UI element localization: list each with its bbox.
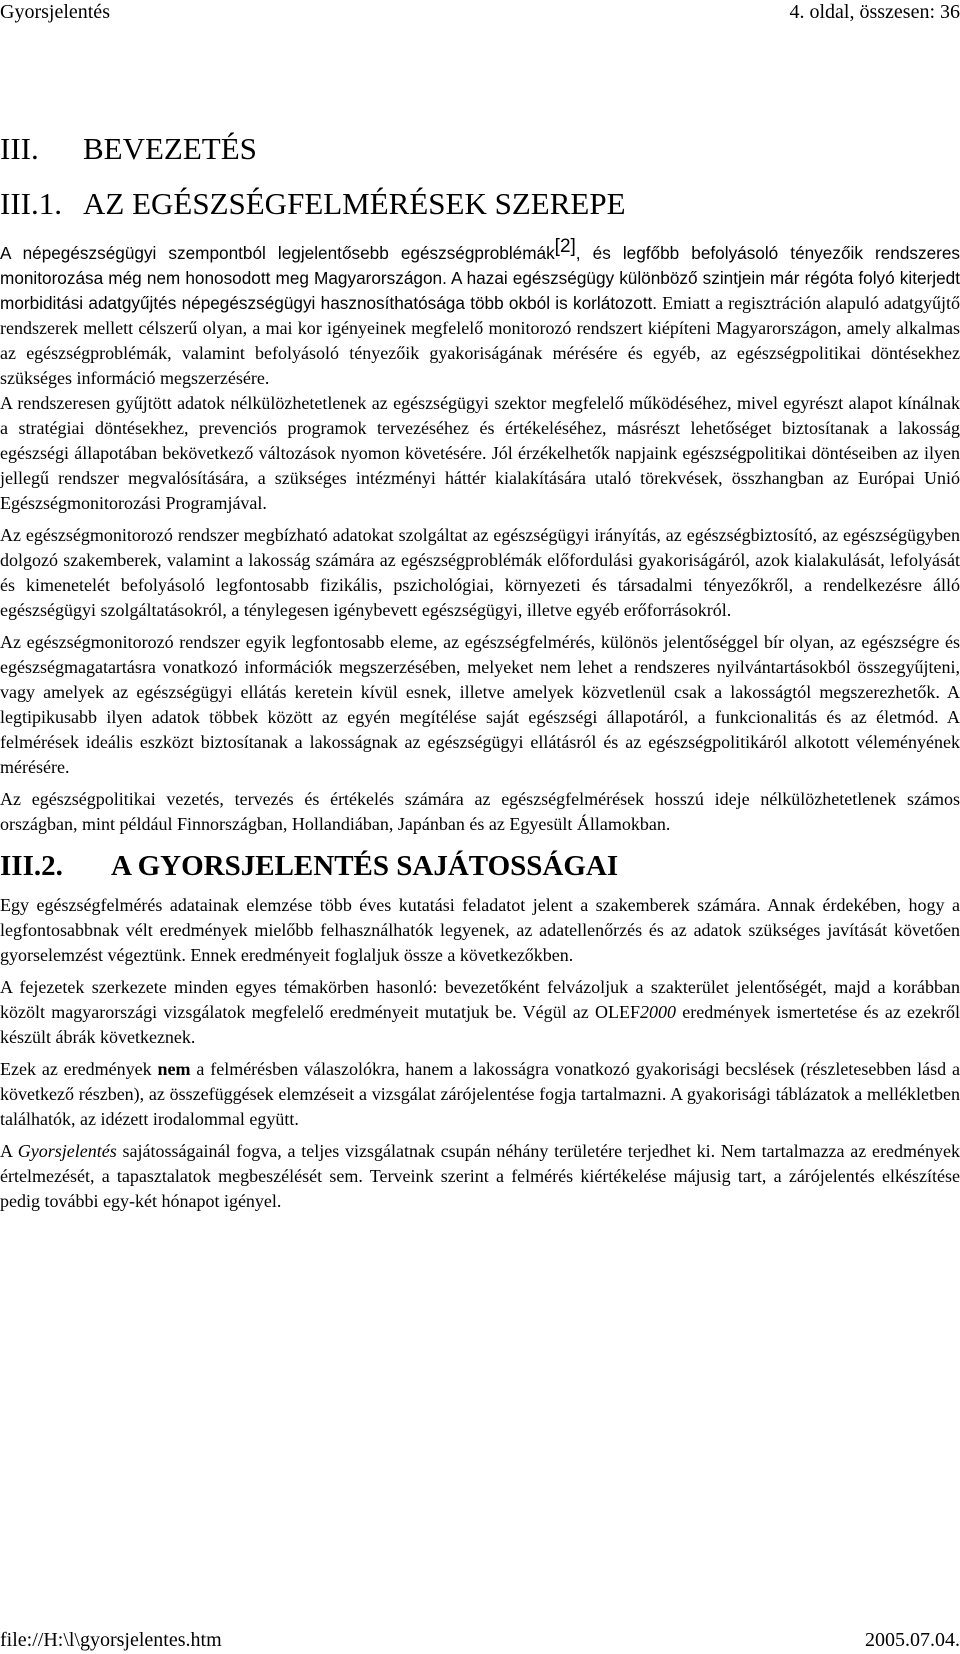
paragraph-text: sajátosságainál fogva, a teljes vizsgálatnak csupán néhány területére terjedhet ki. Nem tartalmazza az eredmények értelmezését, a tapasztalatok megbeszélését sem. Terveink szerint a felmérés kiértékelése májusig tart, a zárójelentés elkészítése pedig további egy-két hónapot igényel. xyxy=(0,1141,960,1211)
subsection-title: A GYORSJELENTÉS SAJÁTOSSÁGAI xyxy=(111,850,619,882)
italic-text: 2000 xyxy=(640,1002,677,1022)
paragraph-features-1: Egy egészségfelmérés adatainak elemzése több éves kutatási feladatot jelent a szakemberek számára. Annak érdekében, hogy a legfontosabbnak vélt eredmények mielőbb felhasználhatók legyenek, az adatellenőrzés és az adatok szükséges javítását követően gyorselemzést végeztünk. Ennek eredményeit foglaljuk össze a következőkben. xyxy=(0,895,960,965)
paragraph-features-3 xyxy=(0,1057,960,1132)
subsection-number: III.2. xyxy=(0,850,63,882)
paragraph-text: Emiatt a regisztráción alapuló adatgyűjtő rendszerek mellett célszerű olyan, a mai kor igényeinek megfelelő monitorozó rendszert kiépíteni Magyarországon, amely alkalmas az egészségproblémák, valamint befolyásoló tényezőik gyakoriságának mérésére és egyéb, az egészségpolitikai döntésekhez szükséges információ megszerzésére. xyxy=(0,293,960,388)
section-heading-bevezetes xyxy=(0,131,960,167)
paragraph-intro-5: Az egészségpolitikai vezetés, tervezés és értékelés számára az egészségfelmérések hosszú ideje nélkülözhetetlenek számos országban, mint például Finnországban, Hollandiában, Japánban és az Egyesült Államokban. xyxy=(0,789,960,834)
page-header xyxy=(0,0,960,24)
footer-date: 2005.07.04. xyxy=(865,1629,960,1651)
italic-text: Gyorsjelentés xyxy=(17,1141,117,1161)
paragraph-text: A fejezetek szerkezete minden egyes témakörben hasonló: bevezetőként felvázoljuk a szakterület jelentőségét, majd a korábban közölt magyarországi vizsgálatok megfelelő eredményeit mutatjuk be. Végül az OLEF xyxy=(0,977,960,1022)
header-title: Gyorsjelentés xyxy=(0,1,110,23)
paragraph-text: eredmények ismertetése és az ezekről készült ábrák következnek. xyxy=(0,1002,960,1047)
subsection-number: III.1. xyxy=(0,186,62,221)
paragraph-features-2 xyxy=(0,975,960,1050)
paragraph-features-4 xyxy=(0,1139,960,1214)
paragraph-text: A xyxy=(0,1141,18,1161)
section-title: BEVEZETÉS xyxy=(83,131,257,166)
paragraph-intro-1 xyxy=(0,236,960,391)
bold-text: nem xyxy=(157,1059,191,1079)
paragraph-text: A népegészségügyi szempontból legjelentősebb egészségproblémák xyxy=(0,243,555,263)
document-content xyxy=(0,131,960,1221)
header-page-info: 4. oldal, összesen: 36 xyxy=(789,1,960,23)
subsection-heading-egeszsegfelmeresek xyxy=(0,186,960,222)
paragraph-intro-2: A rendszeresen gyűjtött adatok nélkülözhetetlenek az egészségügyi szektor megfelelő működéséhez, mivel egyrészt alapot kínálnak a stratégiai döntésekhez, prevenciós programok tervezéséhez és értékeléséhez, másrészt lehetőséget biztosítanak a lakosság egészségi állapotában bekövetkező változások nyomon követésére. Jól érzékelhetők napjaink egészségpolitikai döntéseiben az ilyen jellegű rendszer megvalósítására, a szükséges intézményi háttér kialakítására utaló törekvések, összhangban az Európai Unió Egészségmonitorozási Programjával. xyxy=(0,393,960,513)
subsection-heading-gyorsjelentes xyxy=(0,849,960,883)
paragraph-text: a felmérésben válaszolókra, hanem a lakosságra vonatkozó gyakorisági becslések (részletesebben lásd a következő részben), az összefüggések elemzéseit a vizsgálat zárójelentése fogja tartalmazni. A gyakorisági táblázatok a mellékletben találhatók, az idézett irodalommal együtt. xyxy=(0,1059,960,1129)
reference-link[interactable]: [2] xyxy=(554,236,576,257)
paragraph-text: , és legfőbb befolyásoló tényezőik rendszeres monitorozása még nem honosodott meg Magyarországon. A hazai egészségügy különböző szintjein már régóta folyó kiterjedt morbiditási adatgyűjtés népegészségügyi hasznosíthatósága több okból is korlátozott. xyxy=(0,243,960,313)
paragraph-intro-4: Az egészségmonitorozó rendszer egyik legfontosabb eleme, az egészségfelmérés, különös jelentőséggel bír olyan, az egészségre és egészségmagatartásra vonatkozó információk megszerzésében, melyeket nem lehet a rendszeres nyilvántartásokból összegyűjteni, vagy amelyek az egészségügyi ellátás keretein kívül esnek, illetve amelyek közvetlenül csak a lakosságtól megszerezhetők. A legtipikusabb ilyen adatok többek között az egyén megítélése saját egészségi állapotáról, a funkcionalitás és az életmód. A felmérések ideális eszközt biztosítanak a lakosságnak az egészségügyi ellátásról és az egészségpolitikáról alkotott véleményének mérésére. xyxy=(0,632,960,777)
page-footer xyxy=(0,1628,960,1652)
section-number: III. xyxy=(0,131,39,166)
subsection-title: AZ EGÉSZSÉGFELMÉRÉSEK SZEREPE xyxy=(83,186,626,221)
paragraph-intro-3: Az egészségmonitorozó rendszer megbízható adatokat szolgáltat az egészségügyi irányítás, az egészségbiztosító, az egészségügyben dolgozó szakemberek, valamint a lakosság számára az egészségproblémák előfordulási gyakoriságáról, azok kialakulását, lefolyását és kimenetelét befolyásoló legfontosabb fizikális, pszichológiai, környezeti és társadalmi tényezőkről, a rendelkezésre álló egészségügyi szolgáltatásokról, a ténylegesen igénybevett egészségügyi, illetve egyéb erőforrásokról. xyxy=(0,525,960,620)
footer-path: file://H:\l\gyorsjelentes.htm xyxy=(0,1629,222,1651)
paragraph-text: Ezek az eredmények xyxy=(0,1059,158,1079)
